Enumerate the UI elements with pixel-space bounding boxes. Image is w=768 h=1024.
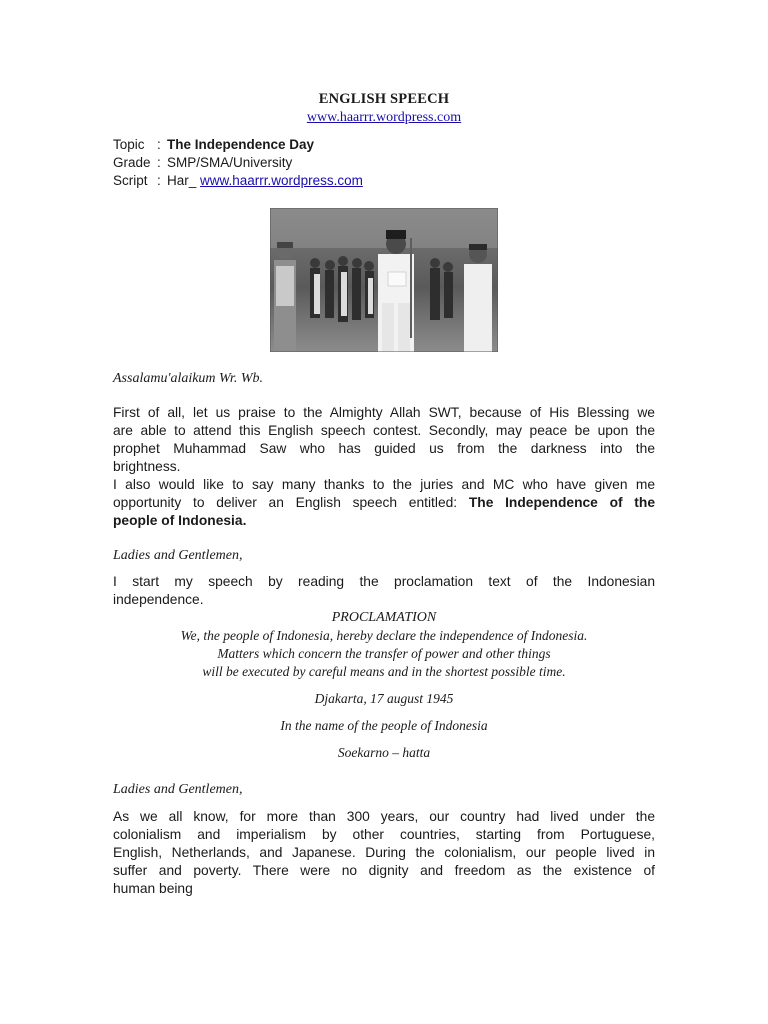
proclamation-heading: PROCLAMATION: [331, 610, 437, 625]
paragraph-line: are able to attend this English speech contest. Secondly, may peace be upon the: [113, 423, 655, 438]
proclamation-line-1: We, the people of Indonesia, hereby declare the independence of Indonesia.: [180, 628, 588, 643]
paragraph-line-text: opportunity to deliver an English speech entitled:: [113, 495, 469, 510]
ladies-gentlemen-1: Ladies and Gentlemen,: [113, 548, 243, 563]
script-link[interactable]: www.haarrr.wordpress.com: [200, 173, 363, 188]
grade-label: Grade: [113, 155, 151, 170]
paragraph-line: As we all know, for more than 300 years, our country had lived under the: [113, 809, 655, 824]
historical-photo: [270, 208, 498, 352]
proclamation-line-2: Matters which concern the transfer of power and other things: [217, 646, 551, 661]
paragraph-line: [113, 494, 655, 512]
grade-separator: :: [157, 155, 161, 170]
topic-label: Topic: [113, 137, 145, 152]
header-link[interactable]: www.haarrr.wordpress.com: [306, 110, 462, 125]
proclamation-name: In the name of the people of Indonesia: [280, 718, 488, 733]
proclamation-date: Djakarta, 17 august 1945: [314, 691, 454, 706]
paragraph-proclamation-intro: [113, 573, 655, 609]
paragraph-line: brightness.: [113, 459, 181, 474]
paragraph-line: I also would like to say many thanks to the juries and MC who have given me: [113, 477, 655, 492]
script-author: Har_: [167, 173, 197, 188]
paragraph-line: prophet Muhammad Saw who has guided us from the darkness into the: [113, 441, 655, 456]
paragraph-line: English, Netherlands, and Japanese. During the colonialism, our people lived in: [113, 845, 655, 860]
topic-value: The Independence Day: [167, 137, 315, 152]
paragraph-line: suffer and poverty. There were no dignity and freedom as the existence of: [113, 863, 655, 878]
paragraph-intro: [113, 404, 655, 530]
grade-value: SMP/SMA/University: [167, 155, 293, 170]
paragraph-colonialism: [113, 808, 655, 898]
proclamation-signatories: Soekarno – hatta: [337, 745, 431, 760]
speech-title-part-a: The Independence of the: [468, 495, 656, 510]
meta-grade-row: [113, 154, 292, 172]
paragraph-line: I start my speech by reading the proclamation text of the Indonesian: [113, 574, 655, 589]
script-label: Script: [113, 173, 148, 188]
meta-script-row: [113, 172, 363, 190]
paragraph-line: First of all, let us praise to the Almighty Allah SWT, because of His Blessing we: [113, 405, 655, 420]
topic-separator: :: [157, 137, 161, 152]
greeting: Assalamu'alaikum Wr. Wb.: [113, 371, 263, 386]
paragraph-line: independence.: [113, 592, 204, 607]
document-title: ENGLISH SPEECH: [318, 91, 450, 107]
photo-illustration: [270, 208, 498, 352]
paragraph-line: colonialism and imperialism by other countries, starting from Portuguese,: [113, 827, 655, 842]
proclamation-line-3: will be executed by careful means and in the shortest possible time.: [202, 664, 566, 679]
script-separator: :: [157, 173, 161, 188]
meta-topic-row: [113, 136, 314, 154]
paragraph-line: people of Indonesia.: [113, 513, 247, 528]
paragraph-line: human being: [113, 881, 193, 896]
speech-title-part-b: people of Indonesia: [113, 513, 243, 528]
ladies-gentlemen-2: Ladies and Gentlemen,: [113, 782, 243, 797]
